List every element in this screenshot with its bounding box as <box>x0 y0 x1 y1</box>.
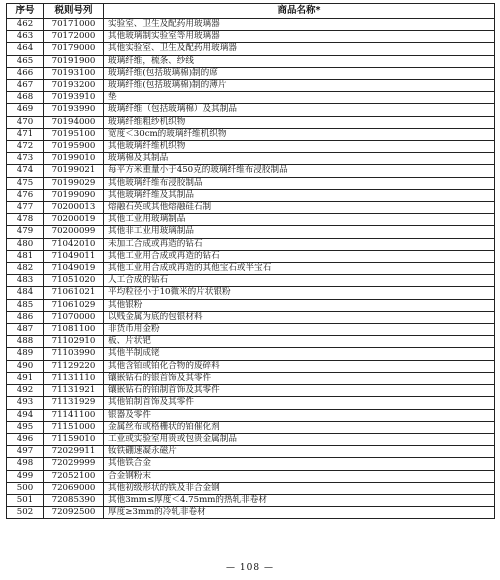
row-code: 70191900 <box>44 55 104 67</box>
table-row <box>7 55 495 67</box>
table-row <box>7 19 495 31</box>
row-code: 71061029 <box>44 299 104 311</box>
row-name: 玻璃纤维，梳条、纱线 <box>104 55 495 67</box>
row-seq: 494 <box>7 409 44 421</box>
table-row <box>7 360 495 372</box>
table-row <box>7 409 495 421</box>
row-code: 70193100 <box>44 67 104 79</box>
table-row <box>7 31 495 43</box>
row-code: 71042010 <box>44 238 104 250</box>
row-code: 72029999 <box>44 458 104 470</box>
row-code: 71061021 <box>44 287 104 299</box>
table-row <box>7 287 495 299</box>
row-name: 其他实验室、卫生及配药用玻璃器 <box>104 43 495 55</box>
row-code: 70195900 <box>44 141 104 153</box>
table-row <box>7 177 495 189</box>
row-name: 玻璃纤维粗纱机织物 <box>104 116 495 128</box>
row-name: 其他初级形状的铁及非合金钢 <box>104 482 495 494</box>
row-name: 其他含铂或铂化合物的废碎料 <box>104 360 495 372</box>
row-seq: 501 <box>7 494 44 506</box>
table-row <box>7 470 495 482</box>
page-number: — 108 — <box>226 563 274 573</box>
row-name: 钕铁硼速凝永磁片 <box>104 446 495 458</box>
row-name: 其他铁合金 <box>104 458 495 470</box>
row-seq: 497 <box>7 446 44 458</box>
table-row <box>7 226 495 238</box>
table-row <box>7 92 495 104</box>
table-row <box>7 202 495 214</box>
table-row <box>7 165 495 177</box>
row-seq: 468 <box>7 92 44 104</box>
table-row <box>7 238 495 250</box>
table-row <box>7 80 495 92</box>
row-name: 板、片状钯 <box>104 336 495 348</box>
row-name: 玻璃纤维(包括玻璃棉)制的席 <box>104 67 495 79</box>
row-seq: 479 <box>7 226 44 238</box>
row-code: 70200099 <box>44 226 104 238</box>
row-name: 镶嵌钻石的铂制首饰及其零件 <box>104 385 495 397</box>
row-name: 镶嵌钻石的银首饰及其零件 <box>104 372 495 384</box>
row-seq: 486 <box>7 311 44 323</box>
row-code: 70200013 <box>44 202 104 214</box>
table-row <box>7 385 495 397</box>
row-name: 实验室、卫生及配药用玻璃器 <box>104 19 495 31</box>
row-seq: 502 <box>7 507 44 519</box>
table-row <box>7 153 495 165</box>
row-name: 每平方米重量小于450克的玻璃纤维布浸胶制品 <box>104 165 495 177</box>
row-seq: 481 <box>7 250 44 262</box>
table-row <box>7 494 495 506</box>
row-code: 71131921 <box>44 385 104 397</box>
row-name: 银器及零件 <box>104 409 495 421</box>
row-code: 71051020 <box>44 275 104 287</box>
row-name: 人工合成的钻石 <box>104 275 495 287</box>
row-name: 宽度＜30cm的玻璃纤维机织物 <box>104 128 495 140</box>
row-name: 其他工业用合成或再造的其他宝石或半宝石 <box>104 263 495 275</box>
row-seq: 496 <box>7 433 44 445</box>
row-seq: 464 <box>7 43 44 55</box>
row-seq: 463 <box>7 31 44 43</box>
row-code: 71103990 <box>44 348 104 360</box>
row-code: 71141100 <box>44 409 104 421</box>
row-seq: 476 <box>7 189 44 201</box>
table-row <box>7 299 495 311</box>
row-seq: 474 <box>7 165 44 177</box>
row-name: 未加工合成或再造的钻石 <box>104 238 495 250</box>
table-row <box>7 311 495 323</box>
row-name: 其他半制成铑 <box>104 348 495 360</box>
header-row <box>7 4 495 19</box>
row-code: 70193990 <box>44 104 104 116</box>
header-name: 商品名称* <box>104 4 495 19</box>
table-row <box>7 324 495 336</box>
row-name: 其他玻璃纤维机织物 <box>104 141 495 153</box>
table-row <box>7 446 495 458</box>
table-row <box>7 507 495 519</box>
row-name: 其他3mm≤厚度＜4.75mm的热轧非卷材 <box>104 494 495 506</box>
row-seq: 472 <box>7 141 44 153</box>
table-row <box>7 250 495 262</box>
row-seq: 469 <box>7 104 44 116</box>
row-name: 以贱金属为底的包银材料 <box>104 311 495 323</box>
row-code: 72029911 <box>44 446 104 458</box>
row-code: 72069000 <box>44 482 104 494</box>
row-code: 71081100 <box>44 324 104 336</box>
row-name: 工业或实验室用贵或包贵金属制品 <box>104 433 495 445</box>
row-name: 其他工业用玻璃制品 <box>104 214 495 226</box>
row-name: 玻璃纤维(包括玻璃棉)制的薄片 <box>104 80 495 92</box>
row-seq: 482 <box>7 263 44 275</box>
row-code: 70199090 <box>44 189 104 201</box>
row-code: 70200019 <box>44 214 104 226</box>
row-seq: 480 <box>7 238 44 250</box>
row-name: 其他非工业用玻璃制品 <box>104 226 495 238</box>
row-code: 70193200 <box>44 80 104 92</box>
row-seq: 466 <box>7 67 44 79</box>
row-code: 70193910 <box>44 92 104 104</box>
row-code: 71159010 <box>44 433 104 445</box>
row-code: 70199021 <box>44 165 104 177</box>
row-seq: 477 <box>7 202 44 214</box>
row-seq: 498 <box>7 458 44 470</box>
row-name: 其他铂制首饰及其零件 <box>104 397 495 409</box>
table-row <box>7 214 495 226</box>
row-seq: 470 <box>7 116 44 128</box>
header-seq: 序号 <box>7 4 44 19</box>
row-seq: 473 <box>7 153 44 165</box>
row-code: 71131929 <box>44 397 104 409</box>
row-seq: 478 <box>7 214 44 226</box>
row-code: 70199010 <box>44 153 104 165</box>
table-body <box>7 19 495 519</box>
table-row <box>7 67 495 79</box>
table-row <box>7 421 495 433</box>
row-name: 平均粒径小于10微米的片状银粉 <box>104 287 495 299</box>
row-name: 其他工业用合成或再造的钻石 <box>104 250 495 262</box>
row-seq: 475 <box>7 177 44 189</box>
row-code: 72085390 <box>44 494 104 506</box>
row-seq: 491 <box>7 372 44 384</box>
row-code: 70172000 <box>44 31 104 43</box>
row-name: 合金钢粉末 <box>104 470 495 482</box>
table-row <box>7 116 495 128</box>
row-seq: 487 <box>7 324 44 336</box>
row-seq: 495 <box>7 421 44 433</box>
row-name: 玻璃纤维（包括玻璃棉）及其制品 <box>104 104 495 116</box>
row-code: 70195100 <box>44 128 104 140</box>
table-row <box>7 275 495 287</box>
table-row <box>7 458 495 470</box>
row-seq: 467 <box>7 80 44 92</box>
row-code: 70179000 <box>44 43 104 55</box>
row-seq: 500 <box>7 482 44 494</box>
row-seq: 489 <box>7 348 44 360</box>
header-code: 税则号列 <box>44 4 104 19</box>
table-row <box>7 128 495 140</box>
row-seq: 471 <box>7 128 44 140</box>
table-row <box>7 141 495 153</box>
row-seq: 492 <box>7 385 44 397</box>
table-row <box>7 372 495 384</box>
row-seq: 465 <box>7 55 44 67</box>
row-code: 70194000 <box>44 116 104 128</box>
table-row <box>7 397 495 409</box>
row-name: 垫 <box>104 92 495 104</box>
row-code: 71049019 <box>44 263 104 275</box>
row-code: 72052100 <box>44 470 104 482</box>
row-name: 金属丝布或格栅状的铂催化剂 <box>104 421 495 433</box>
row-code: 71151000 <box>44 421 104 433</box>
row-seq: 490 <box>7 360 44 372</box>
row-code: 71049011 <box>44 250 104 262</box>
table-row <box>7 104 495 116</box>
row-name: 其他银粉 <box>104 299 495 311</box>
row-name: 其他玻璃制实验室等用玻璃器 <box>104 31 495 43</box>
row-seq: 483 <box>7 275 44 287</box>
row-code: 71129220 <box>44 360 104 372</box>
row-name: 其他玻璃纤维及其制品 <box>104 189 495 201</box>
tariff-table-page <box>6 3 494 519</box>
table-row <box>7 336 495 348</box>
row-seq: 462 <box>7 19 44 31</box>
table-row <box>7 348 495 360</box>
table-row <box>7 189 495 201</box>
tariff-table <box>6 3 495 519</box>
row-code: 71102910 <box>44 336 104 348</box>
row-seq: 488 <box>7 336 44 348</box>
row-code: 72092500 <box>44 507 104 519</box>
table-row <box>7 263 495 275</box>
row-name: 其他玻璃纤维布浸胶制品 <box>104 177 495 189</box>
row-name: 熔融石英或其他熔融硅石制 <box>104 202 495 214</box>
row-code: 70171000 <box>44 19 104 31</box>
row-code: 70199029 <box>44 177 104 189</box>
row-code: 71131110 <box>44 372 104 384</box>
row-seq: 484 <box>7 287 44 299</box>
table-row <box>7 43 495 55</box>
row-name: 非货币用金粉 <box>104 324 495 336</box>
row-seq: 485 <box>7 299 44 311</box>
table-row <box>7 433 495 445</box>
row-seq: 499 <box>7 470 44 482</box>
row-name: 厚度≥3mm的冷轧非卷材 <box>104 507 495 519</box>
row-name: 玻璃棉及其制品 <box>104 153 495 165</box>
table-header <box>7 4 495 19</box>
table-row <box>7 482 495 494</box>
row-code: 71070000 <box>44 311 104 323</box>
row-seq: 493 <box>7 397 44 409</box>
